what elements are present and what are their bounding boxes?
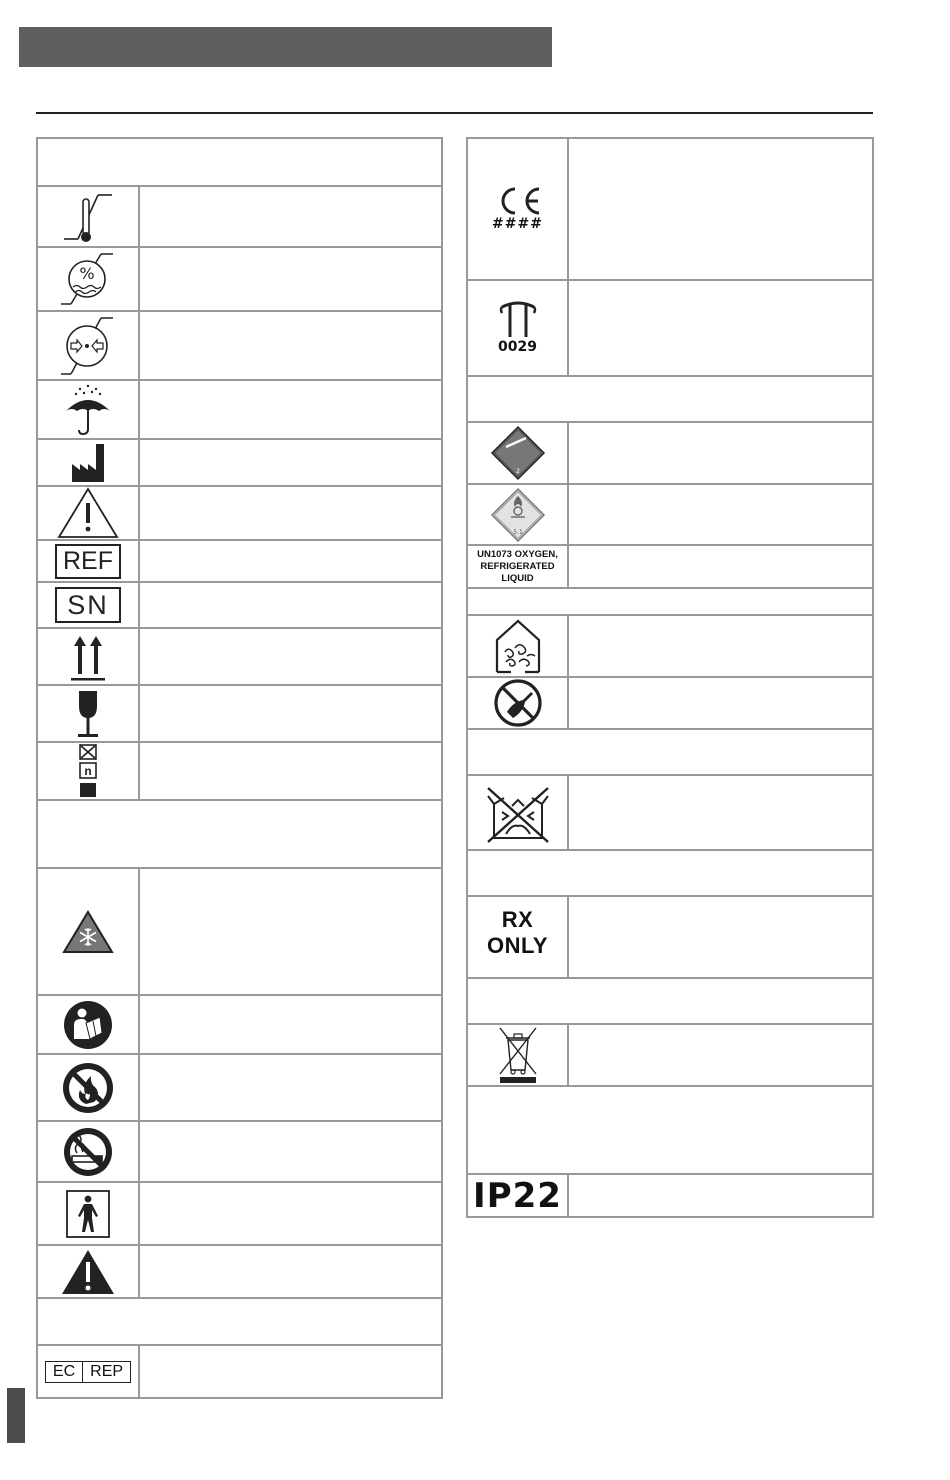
- symbol-row: [37, 311, 442, 380]
- symbol-description: [139, 1054, 442, 1121]
- stacking-limit-icon: [37, 742, 139, 800]
- symbol-row: [37, 868, 442, 995]
- atmospheric-pressure-limit-icon: [37, 311, 139, 380]
- section-heading-row: [467, 588, 873, 615]
- symbol-row: [467, 484, 873, 545]
- section-heading: [467, 978, 873, 1024]
- symbol-description: [568, 138, 873, 280]
- low-temperature-warning-icon: [37, 868, 139, 995]
- symbol-row: [37, 742, 442, 800]
- symbol-row: [467, 545, 873, 588]
- temperature-limit-icon: [37, 186, 139, 247]
- rx-only-icon: [467, 896, 568, 978]
- no-smoking-icon: [37, 1121, 139, 1182]
- symbol-description: [139, 439, 442, 486]
- symbol-row: [467, 138, 873, 280]
- un1073-oxygen-label-icon: [467, 545, 568, 588]
- caution-triangle-icon: [37, 486, 139, 540]
- symbol-description: [139, 868, 442, 995]
- keep-dry-umbrella-icon: [37, 380, 139, 439]
- serial-number-icon: [37, 582, 139, 628]
- section-heading-row: [467, 978, 873, 1024]
- svg-text:2: 2: [515, 468, 520, 475]
- symbol-description: [139, 540, 442, 582]
- rx-only-label: RX ONLY: [486, 907, 549, 958]
- symbol-row: [37, 540, 442, 582]
- section-heading: [37, 800, 442, 868]
- tuv-number-label: 0029: [498, 339, 537, 355]
- symbol-description: [568, 896, 873, 978]
- section-heading-row: [37, 1298, 442, 1345]
- symbol-description: [568, 545, 873, 588]
- type-b-applied-part-icon: [37, 1182, 139, 1245]
- svg-text:%: %: [79, 264, 95, 283]
- ref-label: REF: [55, 544, 121, 579]
- symbol-description: [139, 1121, 442, 1182]
- no-grease-oil-icon: [467, 677, 568, 729]
- ec-rep-label: [45, 1361, 131, 1383]
- symbol-description: [139, 186, 442, 247]
- right-symbol-table: [466, 137, 874, 1218]
- symbol-description: [139, 486, 442, 540]
- section-heading-row: [467, 1086, 873, 1174]
- un-label-line2: REFRIGERATED LIQUID: [480, 560, 555, 584]
- rep-label: REP: [82, 1362, 130, 1382]
- this-way-up-arrows-icon: [37, 628, 139, 685]
- symbol-description: [139, 995, 442, 1054]
- symbol-row: [37, 1121, 442, 1182]
- symbol-row: [37, 628, 442, 685]
- page-side-tab: [7, 1388, 25, 1443]
- symbol-row: [37, 1054, 442, 1121]
- stack-count-label: n: [84, 764, 92, 778]
- symbol-row: [467, 1174, 873, 1217]
- symbol-row: [467, 775, 873, 850]
- humidity-limit-icon: [37, 247, 139, 311]
- symbol-description: [568, 1174, 873, 1217]
- read-instructions-icon: [37, 995, 139, 1054]
- symbol-row: [37, 186, 442, 247]
- ip22-rating-icon: [467, 1174, 568, 1217]
- reference-number-icon: [37, 540, 139, 582]
- symbol-description: [568, 1024, 873, 1086]
- section-heading: [37, 1298, 442, 1345]
- symbol-description: [139, 742, 442, 800]
- symbol-description: [139, 311, 442, 380]
- un-label-line1: UN1073 OXYGEN,: [477, 548, 558, 560]
- symbol-row: [37, 1245, 442, 1298]
- symbol-row: [467, 677, 873, 729]
- section-heading: [467, 729, 873, 775]
- symbol-description: [568, 775, 873, 850]
- do-not-tip-package-icon: [467, 775, 568, 850]
- symbol-row: [37, 582, 442, 628]
- symbol-row: [37, 486, 442, 540]
- tuv-mark-icon: [467, 280, 568, 376]
- symbol-description: [139, 582, 442, 628]
- ce-notified-body-label: ####: [492, 216, 543, 232]
- section-heading: [467, 376, 873, 422]
- symbol-description: [139, 380, 442, 439]
- symbol-row: [37, 685, 442, 742]
- section-heading-row: [37, 138, 442, 186]
- symbol-description: [568, 280, 873, 376]
- sn-label: SN: [55, 587, 121, 623]
- section-heading-row: [467, 729, 873, 775]
- symbol-description: [568, 677, 873, 729]
- svg-text:5.1: 5.1: [512, 528, 523, 536]
- symbol-row: [467, 1024, 873, 1086]
- section-heading-row: [37, 800, 442, 868]
- symbol-row: [467, 615, 873, 677]
- symbol-description: [568, 615, 873, 677]
- section-heading-row: [467, 850, 873, 896]
- non-flammable-gas-class-2-icon: [467, 422, 568, 484]
- symbol-row: [37, 995, 442, 1054]
- symbol-row: [37, 1182, 442, 1245]
- symbol-row: [37, 380, 442, 439]
- ip-rating-label: IP22: [473, 1175, 562, 1216]
- section-heading: [467, 850, 873, 896]
- ce-mark-icon: [467, 138, 568, 280]
- symbol-description: [139, 1245, 442, 1298]
- section-heading: [467, 588, 873, 615]
- symbol-row: [467, 422, 873, 484]
- section-heading: [467, 1086, 873, 1174]
- ec-rep-icon: [37, 1345, 139, 1398]
- symbol-row: [37, 439, 442, 486]
- weee-bin-icon: [467, 1024, 568, 1086]
- symbol-description: [139, 1182, 442, 1245]
- ventilated-room-icon: [467, 615, 568, 677]
- fragile-glass-icon: [37, 685, 139, 742]
- symbol-row: [467, 280, 873, 376]
- symbol-row: [37, 247, 442, 311]
- symbol-description: [568, 484, 873, 545]
- symbol-row: [37, 1345, 442, 1398]
- section-heading: [37, 138, 442, 186]
- symbol-description: [139, 685, 442, 742]
- left-symbol-table: [36, 137, 443, 1399]
- symbol-description: [139, 1345, 442, 1398]
- ec-label: EC: [52, 1362, 76, 1380]
- general-warning-icon: [37, 1245, 139, 1298]
- oxidizer-class-5-1-icon: [467, 484, 568, 545]
- symbol-row: [467, 896, 873, 978]
- section-heading-row: [467, 376, 873, 422]
- no-open-flame-icon: [37, 1054, 139, 1121]
- header-rule: [36, 112, 873, 114]
- manufacturer-factory-icon: [37, 439, 139, 486]
- symbol-description: [139, 247, 442, 311]
- symbol-description: [139, 628, 442, 685]
- symbol-description: [568, 422, 873, 484]
- header-bar: [19, 27, 552, 67]
